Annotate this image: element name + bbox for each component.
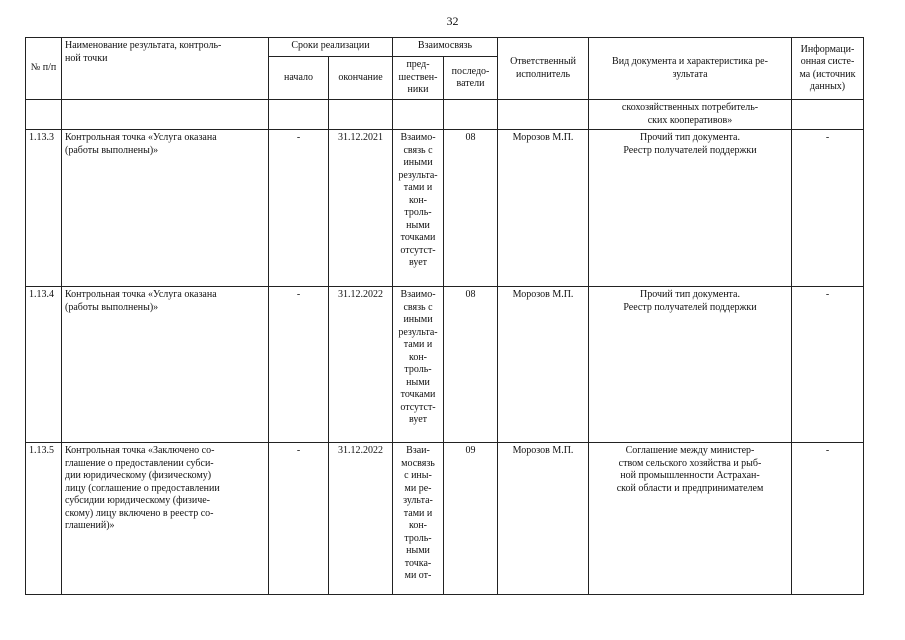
- row-document: Прочий тип документа. Реестр получателей поддержки: [589, 287, 792, 443]
- row-num: 1.13.5: [26, 443, 62, 595]
- row-document: Прочий тип документа. Реестр получателей поддержки: [589, 130, 792, 287]
- row-start: -: [269, 287, 329, 443]
- header-responsible: Ответственный исполнитель: [498, 38, 589, 100]
- header-row-top: [26, 38, 864, 57]
- row-info-system: -: [792, 287, 864, 443]
- table-row: [26, 287, 864, 443]
- row-document: Соглашение между министер- ством сельского хозяйства и рыб- ной промышленности Астрахан- ской области и предпринимателем: [589, 443, 792, 595]
- row-responsible: Морозов М.П.: [498, 287, 589, 443]
- row-predecessors: Взаимо- связь с иными результа- тами и кон- троль- ными точками отсутст- вует: [393, 130, 444, 287]
- row-start: -: [269, 443, 329, 595]
- table-row: [26, 443, 864, 595]
- page-number: 32: [446, 14, 459, 28]
- row-num: 1.13.4: [26, 287, 62, 443]
- header-successors: последо- ватели: [444, 57, 498, 100]
- row-info-system: -: [792, 443, 864, 595]
- row-responsible: Морозов М.П.: [498, 443, 589, 595]
- row-num: 1.13.3: [26, 130, 62, 287]
- row-successors: 09: [444, 443, 498, 595]
- header-num: № п/п: [26, 38, 62, 100]
- header-info-system: Информаци- онная систе- ма (источник данных): [792, 38, 864, 100]
- implementation-plan-table: [25, 37, 864, 595]
- row-end: 31.12.2022: [329, 443, 393, 595]
- continuation-row: [26, 100, 864, 130]
- row-responsible: Морозов М.П.: [498, 130, 589, 287]
- row-successors: 08: [444, 287, 498, 443]
- continuation-document: скохозяйственных потребитель- ских кооперативов»: [589, 100, 792, 130]
- row-name: Контрольная точка «Заключено со- глашение о предоставлении субси- дии юридическому (физическому) лицу (соглашение о предоставлении субсидии юридическому (физиче- скому) лицу включено в реестр со- глашений)»: [62, 443, 269, 595]
- row-predecessors: Взаимо- связь с иными результа- тами и кон- троль- ными точками отсутст- вует: [393, 287, 444, 443]
- header-name: Наименование результата, контроль- ной точки: [62, 38, 269, 100]
- header-terms: Сроки реализации: [269, 38, 393, 57]
- header-end: окончание: [329, 57, 393, 100]
- row-name: Контрольная точка «Услуга оказана (работы выполнены)»: [62, 130, 269, 287]
- header-document: Вид документа и характеристика ре- зультата: [589, 38, 792, 100]
- table-row: [26, 130, 864, 287]
- header-link: Взаимосвязь: [393, 38, 498, 57]
- row-start: -: [269, 130, 329, 287]
- row-name: Контрольная точка «Услуга оказана (работы выполнены)»: [62, 287, 269, 443]
- row-end: 31.12.2021: [329, 130, 393, 287]
- row-info-system: -: [792, 130, 864, 287]
- row-predecessors: Взаи- мосвязь с ины- ми ре- зульта- тами и кон- троль- ными точка- ми от-: [393, 443, 444, 595]
- row-end: 31.12.2022: [329, 287, 393, 443]
- header-predecessors: пред- шествен- ники: [393, 57, 444, 100]
- row-successors: 08: [444, 130, 498, 287]
- header-start: начало: [269, 57, 329, 100]
